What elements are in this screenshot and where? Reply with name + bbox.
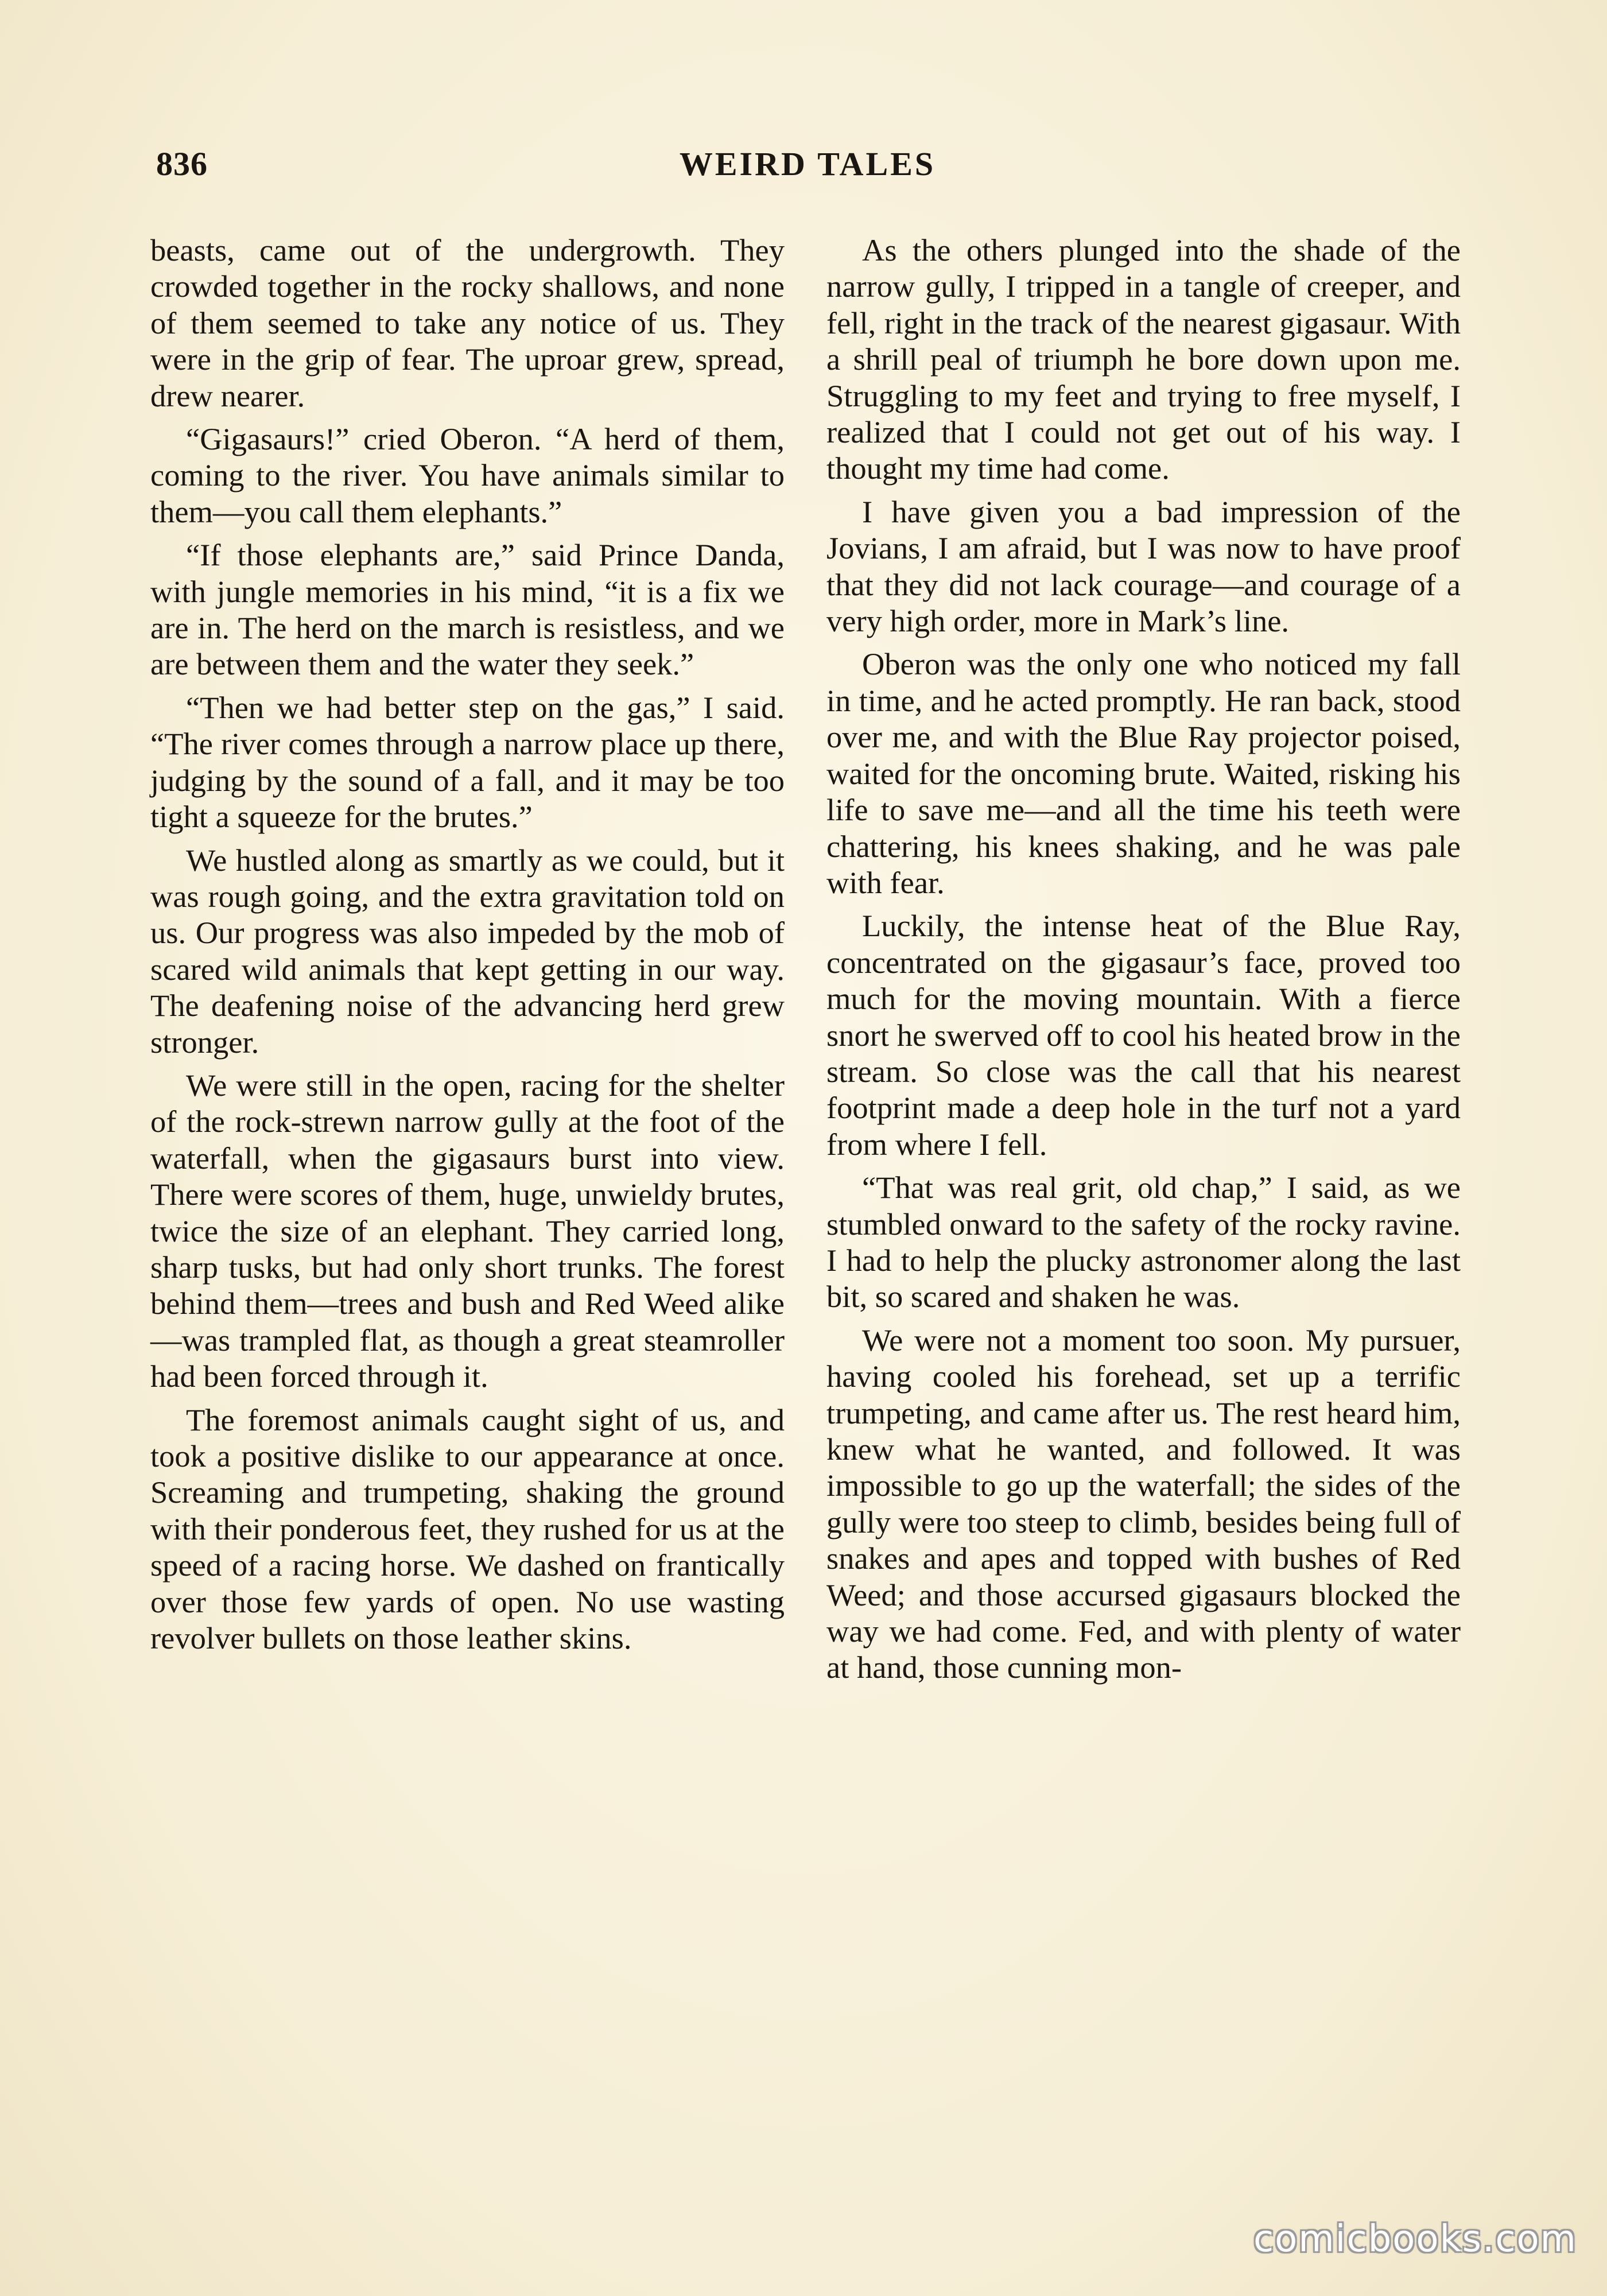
- paragraph: We were still in the open, racing for the shelter of the rock-strewn narrow gully at the foot of the waterfall, when the gigasaurs burst into view. There were scores of them, huge, unwieldy brutes, twice the size of an elephant. They carried long, sharp tusks, but had only short trunks. The forest behind them—trees and bush and Red Weed alike—was trampled flat, as though a great steamroller had been forced through it.: [150, 1067, 785, 1394]
- paragraph: beasts, came out of the undergrowth. They crowded together in the rocky shallows, and none of them seemed to take any notice of us. They were in the grip of fear. The uproar grew, spread, drew nearer.: [150, 232, 785, 413]
- paragraph: Luckily, the intense heat of the Blue Ray, concentrated on the gigasaur’s face, proved too much for the moving mountain. With a fierce snort he swerved off to cool his heated brow in the stream. So close was the call that his nearest footprint made a deep hole in the turf not a yard from where I fell.: [826, 908, 1461, 1162]
- paragraph: “Gigasaurs!” cried Oberon. “A herd of them, coming to the river. You have animals similar to them—you call them elephants.”: [150, 421, 785, 529]
- paragraph: Oberon was the only one who noticed my fall in time, and he acted promptly. He ran back, stood over me, and with the Blue Ray projector poised, waited for the oncoming brute. Waited, risking his life to save me—and all the time his teeth were chattering, his knees shaking, and he was pale with fear.: [826, 646, 1461, 900]
- page-header: [156, 145, 1459, 191]
- paragraph: As the others plunged into the shade of the narrow gully, I tripped in a tangle of creeper, and fell, right in the track of the nearest gigasaur. With a shrill peal of triumph he bore down upon me. Struggling to my feet and trying to free myself, I realized that I could not get out of his way. I thought my time had come.: [826, 232, 1461, 486]
- paragraph: “That was real grit, old chap,” I said, as we stumbled onward to the safety of the rocky ravine. I had to help the plucky astronomer along the last bit, so scared and shaken he was.: [826, 1170, 1461, 1314]
- right-column: [826, 232, 1461, 1693]
- paragraph: The foremost animals caught sight of us, and took a positive dislike to our appearance at once. Screaming and trumpeting, shaking the ground with their ponderous feet, they rushed for us at the speed of a racing horse. We dashed on frantically over those few yards of open. No use wasting revolver bullets on those leather skins.: [150, 1402, 785, 1656]
- paragraph: “Then we had better step on the gas,” I said. “The river comes through a narrow place up there, judging by the sound of a fall, and it may be too tight a squeeze for the brutes.”: [150, 689, 785, 835]
- paragraph: “If those elephants are,” said Prince Danda, with jungle memories in his mind, “it is a fix we are in. The herd on the march is resistless, and we are between them and the water they seek.”: [150, 537, 785, 682]
- paragraph: We were not a moment too soon. My pursuer, having cooled his forehead, set up a terrific trumpeting, and came after us. The rest heard him, knew what he wanted, and followed. It was impossible to go up the waterfall; the sides of the gully were too steep to climb, besides being full of snakes and apes and topped with bushes of Red Weed; and those accursed gigasaurs blocked the way we had come. Fed, and with plenty of water at hand, those cunning mon-: [826, 1322, 1461, 1685]
- paragraph: We hustled along as smartly as we could, but it was rough going, and the extra gravitation told on us. Our progress was also impeded by the mob of scared wild animals that kept getting in our way. The deafening noise of the advancing herd grew stronger.: [150, 842, 785, 1060]
- running-title: WEIRD TALES: [679, 145, 936, 183]
- page-number: 836: [156, 145, 208, 183]
- site-watermark: comicbooks.com: [1253, 2218, 1577, 2260]
- paragraph: I have given you a bad impression of the Jovians, I am afraid, but I was now to have proof that they did not lack courage—and courage of a very high order, more in Mark’s line.: [826, 494, 1461, 639]
- left-column: [150, 232, 785, 1663]
